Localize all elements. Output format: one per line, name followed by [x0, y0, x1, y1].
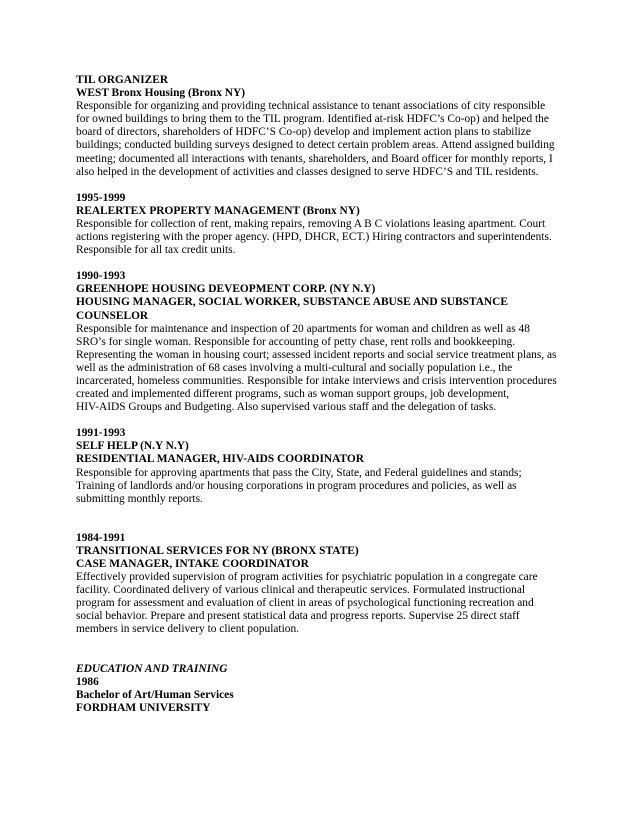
description-line: incarcerated, homeless communities. Responsible for intake interviews and crisis intervention procedures [76, 374, 557, 387]
employer: SELF HELP (N.Y N.Y) [76, 440, 189, 453]
education-year: 1986 [76, 675, 99, 688]
education-school: FORDHAM UNIVERSITY [76, 701, 211, 714]
description-line: buildings; conducted building surveys designed to detect certain problem areas. Attend assigned building [76, 139, 555, 152]
description-line: created and implemented different programs, such as woman support groups, job development, [76, 388, 510, 401]
job-til-organizer [76, 74, 576, 179]
resume-page [76, 74, 576, 715]
employer: REALERTEX PROPERTY MANAGEMENT (Bronx NY) [76, 204, 360, 217]
spacer [76, 414, 576, 427]
spacer [76, 257, 576, 270]
description-line: SRO’s for single woman. Responsible for accounting of petty chase, rent rolls and bookkeeping. [76, 335, 516, 348]
description-line: Effectively provided supervision of program activities for psychiatric population in a congregate care [76, 571, 538, 584]
description-line: members in service delivery to client population. [76, 623, 300, 636]
description-line: HIV-AIDS Groups and Budgeting. Also supervised various staff and the delegation of tasks. [76, 401, 497, 414]
section-heading: EDUCATION AND TRAINING [76, 662, 228, 675]
description-line: Training of landlords and/or housing corporations in program procedures and policies, as well as [76, 479, 517, 492]
description-line: board of directors, shareholders of HDFC’S Co-op) develop and implement action plans to stabilize [76, 126, 531, 139]
spacer [76, 506, 576, 532]
job-greenhope [76, 270, 576, 414]
job-realertex [76, 192, 576, 257]
description-line: for owned buildings to bring them to the TIL program. Identified at-risk HDFC’s Co-op) and helped the [76, 113, 549, 126]
employer: TRANSITIONAL SERVICES FOR NY (BRONX STATE) [76, 544, 359, 557]
description-line: Responsible for approving apartments that pass the City, State, and Federal guidelines and stands; [76, 466, 522, 479]
description-line: also helped in the development of activities and classes designed to serve HDFC’S and TIL residents. [76, 165, 539, 178]
job-self-help [76, 427, 576, 506]
date-range: 1984-1991 [76, 531, 126, 544]
spacer [76, 637, 576, 663]
description-line: Responsible for maintenance and inspection of 20 apartments for woman and children as well as 48 [76, 322, 530, 335]
description-line: submitting monthly reports. [76, 492, 203, 505]
description-line: well as the administration of 68 cases involving a multi-cultural and socially population i.e., the [76, 361, 513, 374]
description-line: actions registering with the proper agency. (HPD, DHCR, ECT.) Hiring contractors and superintendents. [76, 231, 552, 244]
spacer [76, 179, 576, 192]
job-title: RESIDENTIAL MANAGER, HIV-AIDS COORDINATOR [76, 453, 364, 466]
job-title: CASE MANAGER, INTAKE COORDINATOR [76, 558, 309, 570]
date-range: 1995-1999 [76, 191, 126, 204]
employer: GREENHOPE HOUSING DEVEOPMENT CORP. (NY N.Y) [76, 283, 376, 296]
education-section [76, 663, 576, 715]
job-transitional-services [76, 532, 576, 637]
description-line: Responsible for collection of rent, making repairs, removing A B C violations leasing apartment. Court [76, 217, 546, 230]
job-title: HOUSING MANAGER, SOCIAL WORKER, SUBSTANCE ABUSE AND SUBSTANCE [76, 296, 508, 309]
job-title: COUNSELOR [76, 309, 149, 322]
description-line: Representing the woman in housing court; assessed incident reports and social service treatment plans, as [76, 348, 557, 361]
education-degree: Bachelor of Art/Human Services [76, 688, 234, 701]
job-title: TIL ORGANIZER [76, 74, 169, 86]
employer: WEST Bronx Housing (Bronx NY) [76, 87, 246, 100]
description-line: facility. Coordinated delivery of various clinical and therapeutic services. Formulated instructional [76, 584, 526, 597]
description-line: meeting; documented all interactions with tenants, shareholders, and Board officer for monthly reports, I [76, 152, 553, 165]
date-range: 1990-1993 [76, 270, 126, 283]
description-line: program for assessment and evaluation of client in areas of psychological functioning recreation and [76, 597, 534, 610]
description-line: Responsible for organizing and providing technical assistance to tenant associations of city responsible [76, 100, 546, 113]
date-range: 1991-1993 [76, 427, 126, 440]
description-line: social behavior. Prepare and present statistical data and progress reports. Supervise 25 direct staff [76, 610, 520, 623]
description-line: Responsible for all tax credit units. [76, 244, 236, 257]
